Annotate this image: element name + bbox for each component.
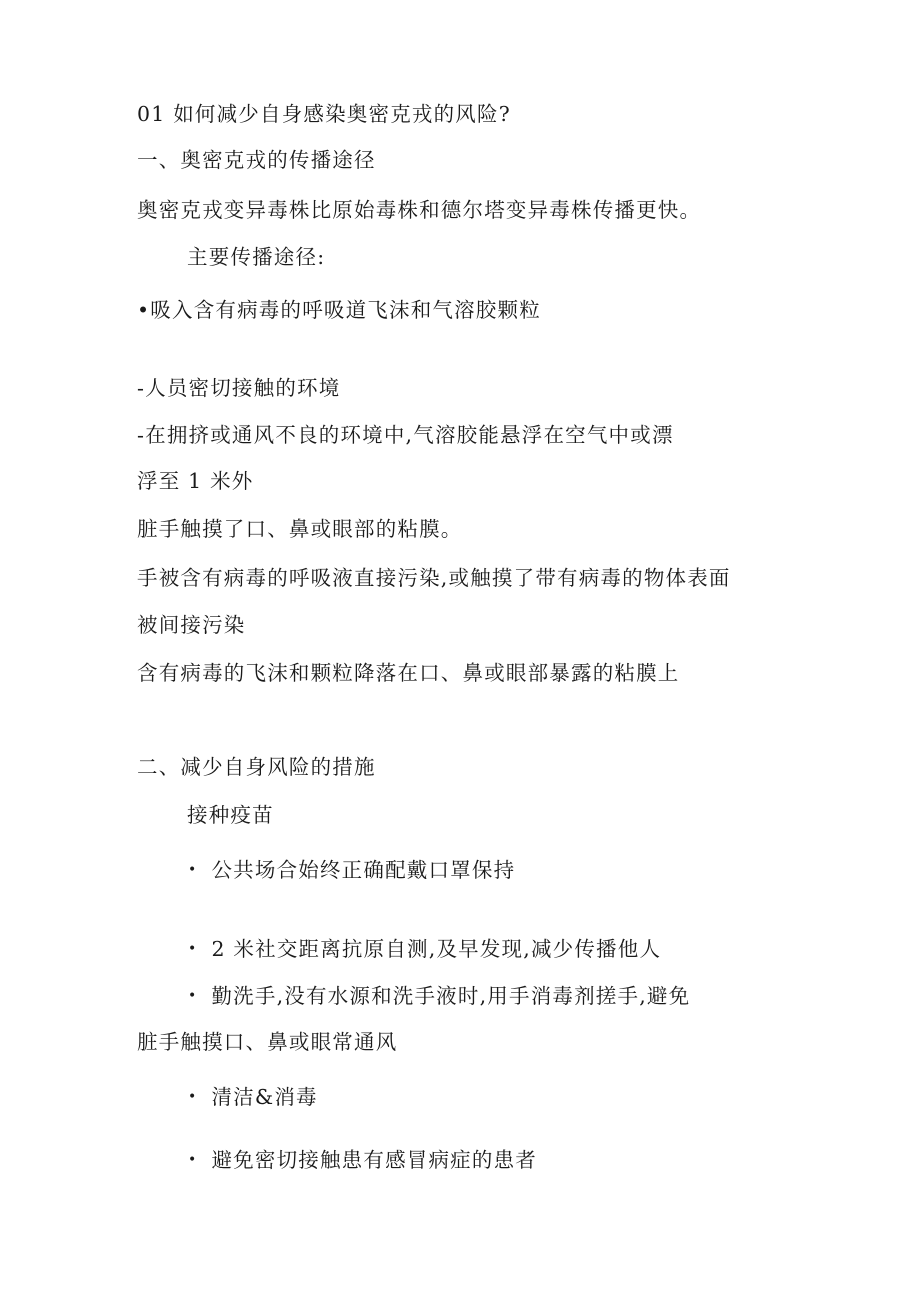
bullet-icon: • — [188, 941, 198, 957]
document-title: 01 如何减少自身感染奥密克戎的风险? — [137, 102, 511, 126]
bullet-icon: • — [188, 862, 198, 878]
list-item — [188, 1146, 537, 1174]
section2-subheading: 接种疫苗 — [187, 803, 274, 827]
bullet-icon: • — [188, 1089, 198, 1105]
list-item — [188, 1083, 318, 1111]
section1-heading: 一、奥密克戎的传播途径 — [137, 148, 376, 172]
paragraph-line: •吸入含有病毒的呼吸道飞沫和气溶胶颗粒 — [137, 298, 541, 322]
paragraph-line: 被间接污染 — [137, 613, 246, 637]
list-item — [188, 856, 515, 884]
list-item — [188, 935, 661, 963]
paragraph-line: -人员密切接触的环境 — [137, 376, 341, 400]
paragraph-line: 浮至 1 米外 — [137, 469, 254, 493]
list-item-text: 2 米社交距离抗原自测,及早发现,减少传播他人 — [211, 937, 662, 961]
bullet-icon: • — [188, 988, 198, 1004]
list-item-text: 清洁&消毒 — [211, 1085, 318, 1109]
paragraph-line: -在拥挤或通风不良的环境中,气溶胶能悬浮在空气中或漂 — [137, 423, 674, 447]
section1-subheading: 主要传播途径: — [187, 245, 326, 269]
section1-intro: 奥密克戎变异毒株比原始毒株和德尔塔变异毒株传播更快。 — [137, 198, 702, 222]
section2-heading: 二、减少自身风险的措施 — [137, 755, 376, 779]
list-item-text: 避免密切接触患有感冒病症的患者 — [211, 1148, 537, 1172]
bullet-icon: • — [188, 1152, 198, 1168]
list-item — [188, 982, 690, 1010]
paragraph-line: 手被含有病毒的呼吸液直接污染,或触摸了带有病毒的物体表面 — [137, 566, 731, 590]
paragraph-line: 含有病毒的飞沫和颗粒降落在口、鼻或眼部暴露的粘膜上 — [137, 661, 680, 685]
list-item-text: 勤洗手,没有水源和洗手液时,用手消毒剂搓手,避免 — [211, 984, 691, 1008]
list-item-text: 公共场合始终正确配戴口罩保持 — [211, 858, 516, 882]
paragraph-line: 脏手触摸了口、鼻或眼部的粘膜。 — [137, 517, 463, 541]
paragraph-line: 脏手触摸口、鼻或眼常通风 — [137, 1030, 398, 1054]
